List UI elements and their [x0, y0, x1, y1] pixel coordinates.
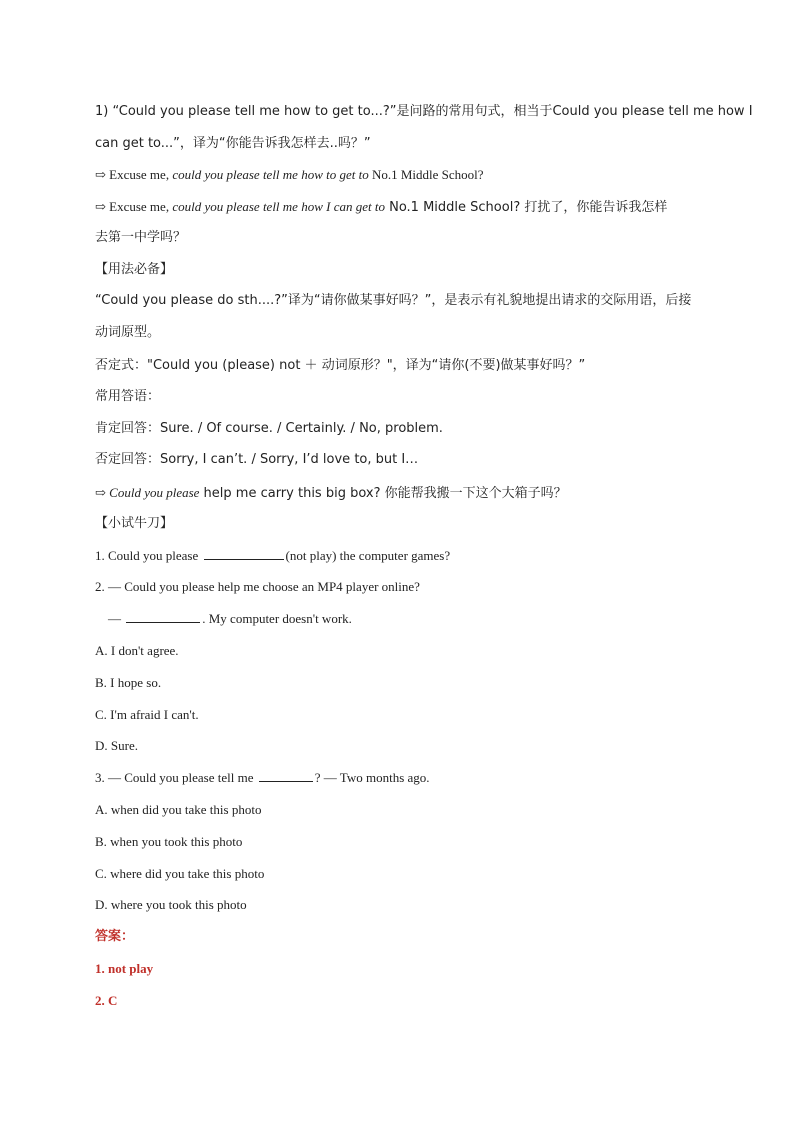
answer-blank: [126, 609, 200, 623]
usage-heading: 【用法必备】: [95, 262, 174, 277]
example-2-line-2: 去第一中学吗？: [95, 230, 187, 245]
answers-label: 答案：: [95, 929, 135, 944]
usage-line-1: “Could you please do sth....?”译为“请你做某事好吗？”，是表示有礼貌地提出请求的交际用语，后接: [95, 293, 692, 308]
example-1: [95, 165, 484, 185]
q3-option-d: D. where you took this photo: [95, 897, 247, 912]
answer-1: 1. not play: [95, 961, 154, 976]
question-1: [95, 546, 450, 566]
q2-option-d: D. Sure.: [95, 738, 138, 753]
positive-reply: 肯定回答：Sure. / Of course. / Certainly. / No, problem.: [95, 421, 443, 436]
q2-option-a: A. I don't agree.: [95, 643, 179, 658]
q2-option-c: C. I'm afraid I can't.: [95, 707, 199, 722]
note-line-1-text: 1) “Could you please tell me how to get to...?”是问路的常用句式，相当于Could you please tell me how I: [95, 104, 753, 119]
question-2: 2. — Could you please help me choose an MP4 player online?: [95, 579, 420, 594]
example-2-prefix: ⇨ Excuse me,: [95, 199, 173, 214]
example-2: [95, 197, 667, 218]
question-1-suffix: (not play) the computer games?: [285, 548, 451, 563]
usage-example: [95, 483, 567, 504]
q3-option-c: C. where did you take this photo: [95, 866, 265, 881]
replies-label: 常用答语：: [95, 389, 161, 404]
note-line-2-text: can get to...”，译为“你能告诉我怎样去..吗？”: [95, 136, 371, 151]
usage-line-2: 动词原型。: [95, 325, 161, 340]
usage-negative: 否定式："Could you (please) not ＋ 动词原形？"，译为“请你(不要)做某事好吗？”: [95, 358, 586, 373]
question-3-suffix: ? — Two months ago.: [314, 770, 430, 785]
q3-option-b: B. when you took this photo: [95, 834, 243, 849]
question-3-prefix: 3. — Could you please tell me: [95, 770, 257, 785]
question-2-reply-prefix: —: [108, 611, 125, 626]
answer-2: 2. C: [95, 993, 118, 1008]
question-2-reply: [108, 609, 352, 629]
negative-reply: 否定回答：Sorry, I can’t. / Sorry, I’d love to, but I…: [95, 452, 419, 467]
example-1-prefix: ⇨ Excuse me,: [95, 167, 173, 182]
usage-example-prefix: ⇨: [95, 485, 110, 500]
question-3: [95, 768, 430, 788]
example-1-italic: could you please tell me how to get to: [172, 167, 369, 182]
example-2-suffix: No.1 Middle School? 打扰了，你能告诉我怎样: [384, 200, 668, 215]
q3-option-a: A. when did you take this photo: [95, 802, 262, 817]
example-2-italic: could you please tell me how I can get to: [172, 199, 385, 214]
note-line-1: [95, 101, 753, 122]
note-line-2: [95, 133, 371, 154]
practice-heading: 【小试牛刀】: [95, 516, 174, 531]
usage-example-suffix: help me carry this big box? 你能帮我搬一下这个大箱子吗？: [199, 486, 567, 501]
usage-example-italic: Could you please: [109, 485, 200, 500]
answer-blank: [259, 768, 313, 782]
q2-option-b: B. I hope so.: [95, 675, 162, 690]
example-1-suffix: No.1 Middle School?: [368, 167, 484, 182]
question-1-prefix: 1. Could you please: [95, 548, 202, 563]
answer-blank: [204, 546, 284, 560]
question-2-reply-suffix: . My computer doesn't work.: [202, 611, 352, 626]
